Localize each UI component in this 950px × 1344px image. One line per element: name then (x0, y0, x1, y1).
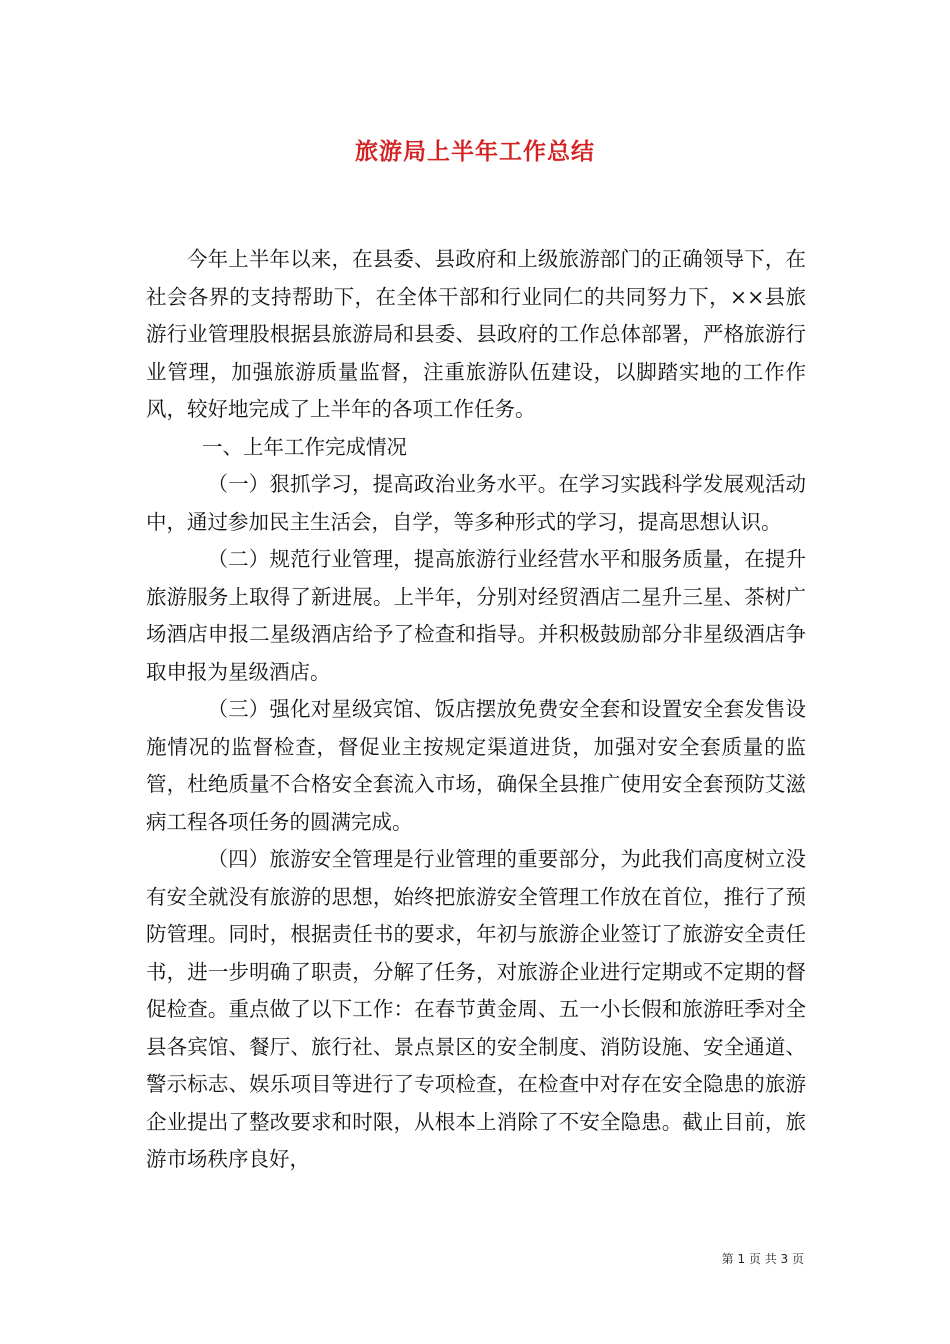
document-title: 旅游局上半年工作总结 (355, 138, 595, 165)
item-paragraph-1: （一）狠抓学习，提高政治业务水平。在学习实践科学发展观活动中，通过参加民主生活会，自学，等多种形式的学习，提高思想认识。 (146, 472, 806, 534)
item-paragraph-3: （三）强化对星级宾馆、饭店摆放免费安全套和设置安全套发售设施情况的监督检查，督促业主按规定渠道进货，加强对安全套质量的监管，杜绝质量不合格安全套流入市场，确保全县推广使用安全套预防艾滋病工程各项任务的圆满完成。 (146, 697, 806, 834)
intro-paragraph: 今年上半年以来，在县委、县政府和上级旅游部门的正确领导下，在社会各界的支持帮助下，在全体干部和行业同仁的共同努力下，××县旅游行业管理股根据县旅游局和县委、县政府的工作总体部署，严格旅游行业管理，加强旅游质量监督，注重旅游队伍建设，以脚踏实地的工作作风，较好地完成了上半年的各项工作任务。 (146, 247, 806, 421)
item-paragraph-4: （四）旅游安全管理是行业管理的重要部分，为此我们高度树立没有安全就没有旅游的思想，始终把旅游安全管理工作放在首位，推行了预防管理。同时，根据责任书的要求，年初与旅游企业签订了旅游安全责任书，进一步明确了职责，分解了任务，对旅游企业进行定期或不定期的督促检查。重点做了以下工作：在春节黄金周、五一小长假和旅游旺季对全县各宾馆、餐厅、旅行社、景点景区的安全制度、消防设施、安全通道、警示标志、娱乐项目等进行了专项检查，在检查中对存在安全隐患的旅游企业提出了整改要求和时限，从根本上消除了不安全隐患。截止目前，旅游市场秩序良好， (146, 847, 806, 1171)
document-body (146, 241, 806, 1179)
section-heading-1: 一、上年工作完成情况 (202, 434, 407, 459)
page-number: 第 1 页 共 3 页 (721, 1252, 804, 1266)
item-paragraph-2: （二）规范行业管理，提高旅游行业经营水平和服务质量，在提升旅游服务上取得了新进展。上半年，分别对经贸酒店二星升三星、茶树广场酒店申报二星级酒店给予了检查和指导。并积极鼓励部分非星级酒店争取申报为星级酒店。 (146, 547, 806, 684)
